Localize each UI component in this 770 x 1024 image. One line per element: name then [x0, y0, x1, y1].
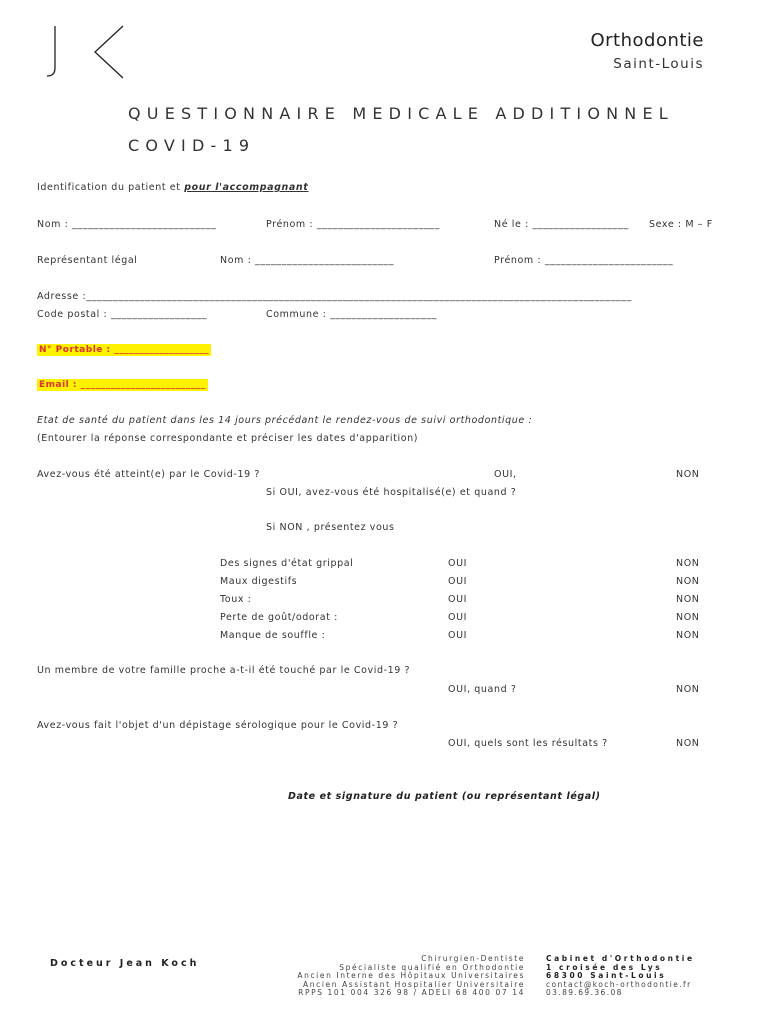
cabinet-email[interactable]: contact@koch-orthodontie.fr	[546, 979, 692, 989]
cabinet-contact	[546, 955, 695, 998]
patient-nom-field[interactable]: Nom : ___________________________	[37, 219, 217, 230]
signature-label: Date et signature du patient (ou représentant légal)	[288, 791, 601, 802]
symptom-non-option[interactable]: NON	[676, 558, 700, 569]
sante-instruction: (Entourer la réponse correspondante et préciser les dates d'apparition)	[37, 433, 419, 444]
symptom-non-option[interactable]: NON	[676, 594, 700, 605]
portable-field[interactable]: N° Portable : ___________________	[39, 345, 210, 355]
patient-birthdate-field[interactable]: Né le : __________________	[494, 219, 629, 230]
cabinet-address-city: 68300 Saint-Louis	[546, 971, 667, 981]
doctor-title-line: Ancien Assistant Hospitalier Universitaire	[303, 979, 525, 989]
document-title: QUESTIONNAIRE MEDICALE ADDITIONNEL	[128, 104, 674, 123]
sante-intro: Etat de santé du patient dans les 14 jours précédant le rendez-vous de suivi orthodontique :	[37, 415, 533, 426]
identification-intro: Identification du patient et	[37, 182, 185, 193]
doctor-title-line: Ancien Interne des Hôpitaux Universitaires	[297, 971, 525, 981]
jk-logo	[45, 22, 130, 82]
symptom-label: Manque de souffle :	[220, 630, 326, 641]
symptom-label: Des signes d'état grippal	[220, 558, 354, 569]
document-subtitle: COVID-19	[128, 136, 256, 155]
doctor-title-line: Spécialiste qualifié en Orthodontie	[339, 962, 525, 972]
patient-prenom-field[interactable]: Prénom : _______________________	[266, 219, 440, 230]
question-famille: Un membre de votre famille proche a-t-il été touché par le Covid-19 ?	[37, 665, 411, 676]
patient-sex-field[interactable]: Sexe : M – F	[649, 219, 713, 230]
brand-location: Saint-Louis	[613, 56, 704, 72]
symptom-label: Maux digestifs	[220, 576, 298, 587]
rep-prenom-field[interactable]: Prénom : ________________________	[494, 255, 674, 266]
symptom-label: Toux :	[220, 594, 252, 605]
doctor-name: Docteur Jean Koch	[50, 958, 200, 969]
covid-oui-option[interactable]: OUI,	[494, 469, 517, 480]
si-non-label: Si NON , présentez vous	[266, 522, 395, 533]
question-depistage: Avez-vous fait l'objet d'un dépistage sérologique pour le Covid-19 ?	[37, 720, 399, 731]
depistage-oui-option[interactable]: OUI, quels sont les résultats ?	[448, 738, 608, 749]
question-covid: Avez-vous été atteint(e) par le Covid-19 ?	[37, 469, 261, 480]
email-field[interactable]: Email : _________________________	[39, 380, 206, 390]
cabinet-address-street: 1 croisée des Lys	[546, 962, 663, 972]
symptom-oui-option[interactable]: OUI	[448, 576, 468, 587]
identification-heading	[37, 182, 308, 193]
rep-legal-label: Représentant légal	[37, 255, 138, 266]
famille-non-option[interactable]: NON	[676, 684, 700, 695]
symptom-oui-option[interactable]: OUI	[448, 594, 468, 605]
question-hospitalisation: Si OUI, avez-vous été hospitalisé(e) et quand ?	[266, 487, 517, 498]
symptom-non-option[interactable]: NON	[676, 576, 700, 587]
doctor-titles	[297, 955, 525, 998]
covid-non-option[interactable]: NON	[676, 469, 700, 480]
rep-nom-field[interactable]: Nom : __________________________	[220, 255, 395, 266]
code-postal-field[interactable]: Code postal : __________________	[37, 309, 208, 320]
symptom-non-option[interactable]: NON	[676, 630, 700, 641]
cabinet-name: Cabinet d'Orthodontie	[546, 954, 695, 963]
doctor-rpps-line: RPPS 101 004 326 98 / ADELI 68 400 07 14	[298, 988, 525, 998]
famille-oui-option[interactable]: OUI, quand ?	[448, 684, 517, 695]
symptom-oui-option[interactable]: OUI	[448, 612, 468, 623]
commune-field[interactable]: Commune : ____________________	[266, 309, 438, 320]
identification-intro-emphasis: pour l'accompagnant	[184, 182, 309, 193]
symptom-label: Perte de goût/odorat :	[220, 612, 338, 623]
symptom-oui-option[interactable]: OUI	[448, 558, 468, 569]
adresse-field[interactable]: Adresse :______________________________________________________________________________________________________	[37, 291, 632, 302]
depistage-non-option[interactable]: NON	[676, 738, 700, 749]
symptom-oui-option[interactable]: OUI	[448, 630, 468, 641]
symptom-non-option[interactable]: NON	[676, 612, 700, 623]
brand-name: Orthodontie	[590, 30, 704, 51]
cabinet-phone: 03.89.69.36.08	[546, 988, 623, 998]
doctor-title-line: Chirurgien-Dentiste	[421, 954, 525, 963]
